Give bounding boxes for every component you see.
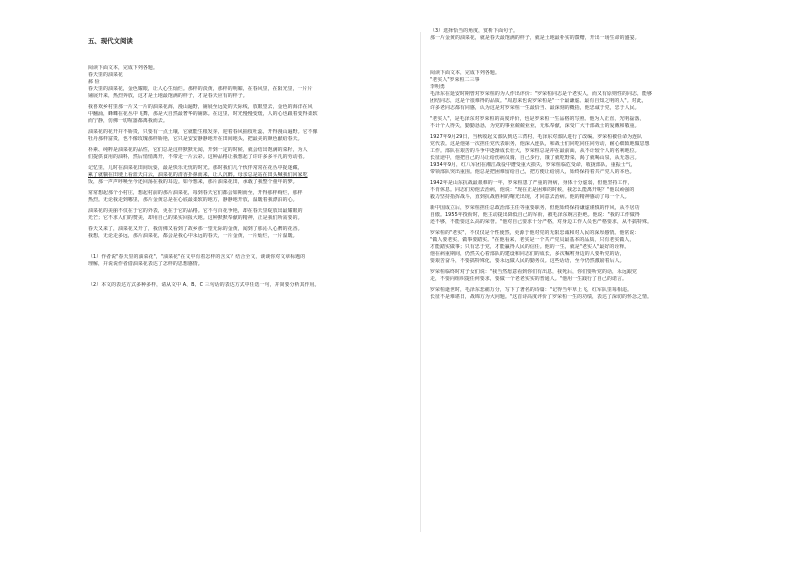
paragraph-line: 带领部队突出重围。他总是把困难留给自己，把方便让给别人，始终保持着共产党人的本色。 xyxy=(430,169,635,175)
article-author: 李明勇 xyxy=(430,84,445,90)
paragraph-line: 热烈。无论我走到哪里，那片金黄总是在心底最柔软的地方，静静地开放，温暖着我漂泊的心。 xyxy=(88,197,298,203)
paragraph-line: 长征不是难堪日，战锦方为大问题。"这首诗高度评价了罗荣桓一生的功绩，表达了深切的怀念之情。 xyxy=(430,294,652,300)
paragraph-line: 我喜欢乡村里那一片又一片的油菜花海，漫山遍野，铺展至远处的天际线，放眼望去，金色的海洋在风 xyxy=(88,104,313,110)
paragraph-line: 他在病重期间，仍然关心着部队的建设和同志们的成长，多次嘱咐身边的人要听党的话， xyxy=(430,251,625,257)
paragraph-line: 团结同志，这是个很难得的品质。"周恩来也说罗荣桓是"一个最谦虚、最有自知之明的人"。对此， xyxy=(430,98,647,104)
article-title: 春天里的油菜花 xyxy=(88,72,123,78)
paragraph-line: 油菜花的美丽不仅在于它的外表，更在于它的品格。它不与百花争艳，却在春天里绽放出最耀眼的 xyxy=(88,208,303,214)
paragraph-line: 毅力坚持指挥战斗，直到抗战胜利的曙光出现，才同意去治病。他的精神感动了每一个人。 xyxy=(430,194,630,200)
paragraph-line: 而宁静，仿佛一切喧嚣都离我而去。 xyxy=(88,118,168,124)
paragraph-line: 不计个人得失，勤勤恳恳，为党的事业兢兢业业，无私奉献，深受广大干部战士的爱戴和敬重。 xyxy=(430,123,640,129)
right-column xyxy=(430,28,756,301)
paragraph-line: 常常想起那个小村庄，想起村前的那片油菜花，每到春天它们都会如期而至，开得那样绚烂，那样 xyxy=(88,190,303,196)
paragraph-line: 饭，那一声声呼唤至今还回荡在我的耳边。如今想来，那片油菜花田，承载了我整个童年的梦。 xyxy=(88,179,298,185)
paragraph-line: 1927年9月29日，当秋收起义部队到达三湾村，毛泽东对部队进行了改编。罗荣桓被任命为连队 xyxy=(430,134,643,140)
paragraph-line: 才能踏实做事；只有忠于党，才能赢得人民的信任。他的一生，就是"老实人"最好的诠释。 xyxy=(430,244,630,250)
question-3-sentence: 那一片金黄的油菜花，就是春天最饱满的样子，就是土地最朴实的馈赠，开出一场生命的盛宴。 xyxy=(430,35,640,41)
question-3: （3）选择恰当的角度，赏析下面句子。 xyxy=(430,28,519,34)
paragraph-line: 春天又来了，油菜花又开了，我仿佛又看到了故乡那一望无际的金黄，闻到了那沁人心脾的花香。 xyxy=(88,226,303,232)
question-1-cont: 理解，并说说作者借油菜花表达了怎样的思想感情。 xyxy=(88,261,203,267)
paragraph-line: 罗荣桓的"老实"，不仅仅是个性使然，更源于他对党的无限忠诚和对人民的深厚感情。他常说： xyxy=(430,230,640,236)
paragraph-line: 记忆里，儿时在油菜花田间玩耍，最是快乐无忧的时光。那时我们几个伙伴常常在花丛中捉迷藏， xyxy=(88,165,303,171)
paragraph-line: 要艰苦奋斗，不要搞特殊化，要永远做人民的勤务员。这些话语，至今仍然激励着后人。 xyxy=(430,258,625,264)
paragraph-line: 许多老同志都有同感，认为这是对罗荣桓一生最恰当、最深刻的概括，他忠诚于党，忠于人民。 xyxy=(430,105,640,111)
reading-instruction: 阅读下面文本，完成下列各题。 xyxy=(88,65,158,71)
paragraph-line: 中翻涌，蜂蝶在花丛中飞舞，那是大自然最奢华的铺陈。在这里，时光慢慢变缓，人的心也跟着变得柔软 xyxy=(88,111,318,117)
paragraph-line: 工作。部队在艰苦的斗争中逐渐成长壮大，罗荣桓总是冲在最前面，从不计较个人的名利地位。 xyxy=(430,148,640,154)
paragraph-line: 还不够，不能要这么高的荣誉。"他对自己要求十分严格，对身边工作人员也严格要求，从不搞特殊。 xyxy=(430,219,652,225)
underlined-sentence: 累了就躺在田埂上看蓝天白云，油菜花的清香扑鼻而来，让人沉醉。母亲总是站在田头喊我们回家吃 xyxy=(88,172,308,178)
paragraph-line: 们提供食用的油料，然后悄悄离开，不带走一片云彩。这种品格让我想起了许许多多平凡的劳动者。 xyxy=(88,154,308,160)
paragraph-line: 我想，无论走多远，那片油菜花，都会是我心中永远的春天，一片金黄，一片灿烂，一片温暖。 xyxy=(88,233,298,239)
paragraph-line: 自傲。1955年授衔时，他主动提出降低自己的军衔，被毛泽东婉言拒绝。他说："我的工作做得 xyxy=(430,212,640,218)
paragraph-line: 铺展开来，热烈奔放，这才是土地最饱满的样子，才是春天应有的样子。 xyxy=(88,93,248,99)
paragraph-line: 1942年是山东抗战最艰难的一年，罗荣桓患了严重的肾病，身体十分虚弱，但他坚持工作， xyxy=(430,180,633,186)
paragraph-line: 1934年9月，红八军团在湘江战役中遭受重大损失，罗荣桓临危受命，收拢部队，重振士气， xyxy=(430,162,636,168)
paragraph-line: 毛泽东在延安时期曾对罗荣桓的为人作出评价："罗荣桓同志是个老实人，而又有原则性的同志，能够 xyxy=(430,91,652,97)
paragraph-line: 党代表。这是他第一次担任党代表职务，他深入连队，和战士们同吃同住同劳动，耐心细致地做思想 xyxy=(430,141,650,147)
paragraph-line: 长征途中，他把自己的马让给伤病员骑，自己步行，饿了就吃野菜，渴了就喝山泉，从无怨言。 xyxy=(430,155,640,161)
paragraph-line: "做人要老实，做事要踏实。"在他看来，老实是一个共产党员最基本的品质，只有老实做人， xyxy=(430,237,635,243)
section-heading: 五、现代文阅读 xyxy=(88,37,133,45)
paragraph-line: 不肯休息。同志们劝他去治病，他说："现在正是困难的时候，我怎么能离开呢？"他以顽强的 xyxy=(430,187,635,193)
question-1: （1）作者说"春天里的油菜花"，"油菜花"在文中有着怎样的含义？结合全文，谈谈你对文章标题的 xyxy=(88,254,306,260)
article-title: "老实人"罗荣桓二三事 xyxy=(430,77,480,83)
column-divider xyxy=(420,32,421,532)
paragraph-line: 新中国成立后，罗荣桓担任总政治部主任等重要职务，但他始终保持谦虚谨慎的作风，从不居功 xyxy=(430,205,640,211)
paragraph-line: 走，不要向组织提任何要求，要做一个老老实实的普通人。"他用一生践行了自己的诺言。 xyxy=(430,276,627,282)
article-author: 郝 俭 xyxy=(88,79,100,85)
paragraph-line: 油菜花的花开并不娇贵，只要有一点土壤，它就能生根发芽，迎着春风抽枝吐蕊，开得漫山遍野。它不像 xyxy=(88,129,318,135)
paragraph-line: 罗荣桓逝世时，毛泽东悲痛万分，写下了著名的诗篇："记得当年草上飞，红军队里每相违。 xyxy=(430,287,632,293)
paragraph-line: 春天里的油菜花，金色耀眼，让人心生灿烂。那样的淡黄，那样的明媚，在春风里，在阳光里，一片片 xyxy=(88,86,313,92)
paragraph-line: 罗荣桓临终时对子女们说："我当然愿意看到你们有出息，我死后，你们要听党的话，永远跟党 xyxy=(430,269,637,275)
paragraph-line: 朴素、纯粹是油菜花的品性，它们总是这样默默无闻，开到一定的时候，就会结出饱满的菜籽，为人 xyxy=(88,147,308,153)
paragraph-line: "老实人"，是毛泽东对罗荣桓的高度评价，也是罗荣桓一生品格的写照。他为人正直，光明磊落， xyxy=(430,116,645,122)
left-column xyxy=(88,28,416,289)
reading-instruction: 阅读下面文本，完成下列各题。 xyxy=(430,70,500,76)
question-2: （2）本文的表达方式多种多样，请从文中 A、B、C 三句话的表达方式中任选一句，并简要分析其作用。 xyxy=(88,282,320,288)
paragraph-line: 牡丹那样富贵，也不像玫瑰那样娇艳，它只是安安静静地开在田间地头，把最美的颜色献给春天。 xyxy=(88,136,303,142)
paragraph-line: 光芒；它不求人们的赞美，却用自己的果实回报大地。这种默默奉献的精神，正是我们所需要的。 xyxy=(88,215,303,221)
